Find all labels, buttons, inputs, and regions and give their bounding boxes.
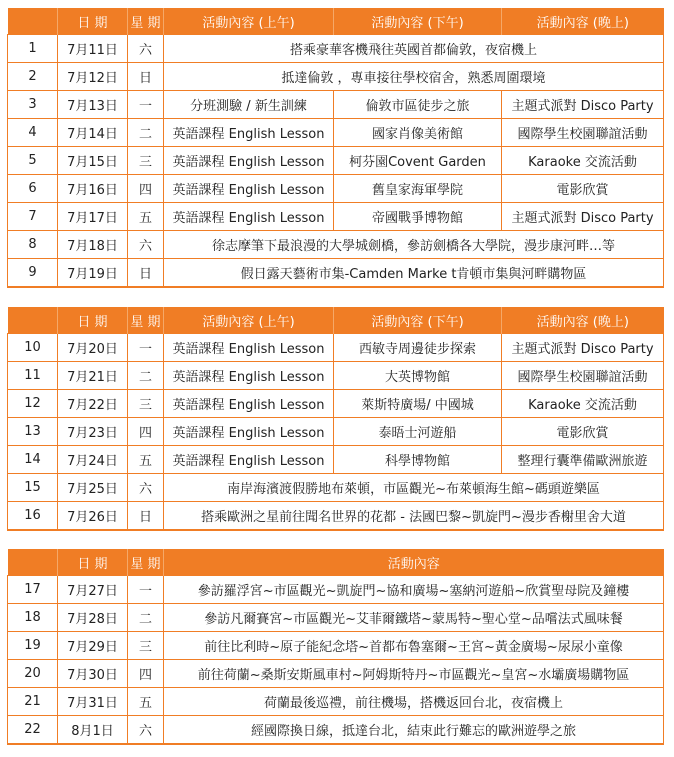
activity-morning: 英語課程 English Lesson — [164, 175, 334, 203]
weekday: 一 — [128, 576, 164, 604]
weekday: 三 — [128, 390, 164, 418]
activity-morning: 英語課程 English Lesson — [164, 119, 334, 147]
weekday: 二 — [128, 119, 164, 147]
day-number: 6 — [8, 175, 58, 203]
header-cell: 星 期 — [128, 8, 164, 35]
schedule-table-week-2 — [7, 307, 664, 531]
table-row — [8, 390, 664, 418]
header-cell: 星 期 — [128, 307, 164, 334]
date: 7月18日 — [58, 231, 128, 259]
activity-afternoon: 西敏寺周邊徒步探索 — [334, 334, 502, 362]
weekday: 四 — [128, 175, 164, 203]
day-number: 4 — [8, 119, 58, 147]
table-row — [8, 203, 664, 231]
day-number: 16 — [8, 502, 58, 531]
activity-evening: 電影欣賞 — [502, 175, 664, 203]
header-cell: 活動內容 (上午) — [164, 8, 334, 35]
header-cell — [8, 307, 58, 334]
activity-afternoon: 帝國戰爭博物館 — [334, 203, 502, 231]
header-cell: 活動內容 (晚上) — [502, 8, 664, 35]
activity-morning: 英語課程 English Lesson — [164, 203, 334, 231]
activity-full-day: 前往比利時~原子能紀念塔~首都布魯塞爾~王宮~黃金廣場~尿尿小童像 — [164, 632, 664, 660]
schedule-table-week-1 — [7, 8, 664, 288]
day-number: 10 — [8, 334, 58, 362]
weekday: 六 — [128, 474, 164, 502]
day-number: 5 — [8, 147, 58, 175]
weekday: 日 — [128, 63, 164, 91]
table-row — [8, 502, 664, 531]
date: 7月21日 — [58, 362, 128, 390]
activity-full-day: 搭乘歐洲之星前往聞名世界的花都 - 法國巴黎~凱旋門~漫步香榭里舍大道 — [164, 502, 664, 531]
day-number: 7 — [8, 203, 58, 231]
weekday: 六 — [128, 716, 164, 745]
header-cell: 日 期 — [58, 8, 128, 35]
date: 7月16日 — [58, 175, 128, 203]
activity-afternoon: 國家肖像美術館 — [334, 119, 502, 147]
activity-evening: 主題式派對 Disco Party — [502, 91, 664, 119]
day-number: 9 — [8, 259, 58, 288]
activity-full-day: 參訪凡爾賽宮~市區觀光~艾菲爾鐵塔~蒙馬特~聖心堂~品嚐法式風味餐 — [164, 604, 664, 632]
date: 7月28日 — [58, 604, 128, 632]
activity-morning: 英語課程 English Lesson — [164, 147, 334, 175]
table-row — [8, 119, 664, 147]
header-cell: 日 期 — [58, 307, 128, 334]
activity-afternoon: 科學博物館 — [334, 446, 502, 474]
date: 7月14日 — [58, 119, 128, 147]
table-row — [8, 716, 664, 745]
header-cell — [8, 8, 58, 35]
activity-full-day: 假日露天藝術市集-Camden Marke t肯頓市集與河畔購物區 — [164, 259, 664, 288]
table-row — [8, 362, 664, 390]
weekday: 一 — [128, 91, 164, 119]
date: 7月17日 — [58, 203, 128, 231]
day-number: 18 — [8, 604, 58, 632]
day-number: 3 — [8, 91, 58, 119]
date: 7月15日 — [58, 147, 128, 175]
activity-evening: 國際學生校園聯誼活動 — [502, 362, 664, 390]
activity-afternoon: 舊皇家海軍學院 — [334, 175, 502, 203]
table-row — [8, 604, 664, 632]
schedule-table-week-3 — [7, 549, 664, 745]
day-number: 20 — [8, 660, 58, 688]
table-row — [8, 175, 664, 203]
table-row — [8, 446, 664, 474]
date: 7月11日 — [58, 35, 128, 63]
weekday: 二 — [128, 604, 164, 632]
header-cell: 活動內容 (下午) — [334, 8, 502, 35]
day-number: 13 — [8, 418, 58, 446]
table-row — [8, 576, 664, 604]
table-row — [8, 147, 664, 175]
table-row — [8, 231, 664, 259]
date: 7月23日 — [58, 418, 128, 446]
day-number: 11 — [8, 362, 58, 390]
activity-afternoon: 泰晤士河遊船 — [334, 418, 502, 446]
header-cell — [8, 549, 58, 576]
weekday: 四 — [128, 418, 164, 446]
header-cell: 日 期 — [58, 549, 128, 576]
activity-evening: 整理行囊準備歐洲旅遊 — [502, 446, 664, 474]
header-cell: 活動內容 (晚上) — [502, 307, 664, 334]
day-number: 8 — [8, 231, 58, 259]
activity-afternoon: 大英博物館 — [334, 362, 502, 390]
date: 7月12日 — [58, 63, 128, 91]
table-row — [8, 35, 664, 63]
date: 7月24日 — [58, 446, 128, 474]
day-number: 12 — [8, 390, 58, 418]
weekday: 四 — [128, 660, 164, 688]
table-row — [8, 660, 664, 688]
activity-full-day: 荷蘭最後巡禮，前往機場，搭機返回台北，夜宿機上 — [164, 688, 664, 716]
weekday: 一 — [128, 334, 164, 362]
activity-evening: Karaoke 交流活動 — [502, 147, 664, 175]
date: 7月25日 — [58, 474, 128, 502]
weekday: 六 — [128, 35, 164, 63]
table-header-row — [8, 8, 664, 35]
activity-full-day: 徐志摩筆下最浪漫的大學城劍橋，參訪劍橋各大學院，漫步康河畔…等 — [164, 231, 664, 259]
day-number: 21 — [8, 688, 58, 716]
activity-afternoon: 倫敦市區徒步之旅 — [334, 91, 502, 119]
weekday: 五 — [128, 688, 164, 716]
activity-morning: 分班測驗 / 新生訓練 — [164, 91, 334, 119]
weekday: 日 — [128, 502, 164, 531]
table-row — [8, 63, 664, 91]
weekday: 六 — [128, 231, 164, 259]
activity-morning: 英語課程 English Lesson — [164, 390, 334, 418]
day-number: 14 — [8, 446, 58, 474]
date: 7月31日 — [58, 688, 128, 716]
day-number: 15 — [8, 474, 58, 502]
weekday: 三 — [128, 632, 164, 660]
header-cell: 活動內容 (下午) — [334, 307, 502, 334]
header-cell: 活動內容 — [164, 549, 664, 576]
activity-evening: 國際學生校園聯誼活動 — [502, 119, 664, 147]
date: 8月1日 — [58, 716, 128, 745]
activity-morning: 英語課程 English Lesson — [164, 418, 334, 446]
activity-full-day: 抵達倫敦 ，專車接往學校宿舍，熟悉周圍環境 — [164, 63, 664, 91]
day-number: 19 — [8, 632, 58, 660]
table-row — [8, 474, 664, 502]
activity-afternoon: 萊斯特廣場/ 中國城 — [334, 390, 502, 418]
activity-evening: Karaoke 交流活動 — [502, 390, 664, 418]
activity-afternoon: 柯芬園Covent Garden — [334, 147, 502, 175]
weekday: 五 — [128, 446, 164, 474]
activity-evening: 主題式派對 Disco Party — [502, 334, 664, 362]
date: 7月19日 — [58, 259, 128, 288]
activity-morning: 英語課程 English Lesson — [164, 334, 334, 362]
table-row — [8, 418, 664, 446]
date: 7月27日 — [58, 576, 128, 604]
activity-morning: 英語課程 English Lesson — [164, 446, 334, 474]
activity-full-day: 經國際換日線，抵達台北，結束此行難忘的歐洲遊學之旅 — [164, 716, 664, 745]
activity-full-day: 南岸海濱渡假勝地布萊頓，市區觀光~布萊頓海生館~碼頭遊樂區 — [164, 474, 664, 502]
table-row — [8, 334, 664, 362]
day-number: 17 — [8, 576, 58, 604]
date: 7月29日 — [58, 632, 128, 660]
date: 7月22日 — [58, 390, 128, 418]
weekday: 日 — [128, 259, 164, 288]
date: 7月26日 — [58, 502, 128, 531]
date: 7月20日 — [58, 334, 128, 362]
activity-evening: 電影欣賞 — [502, 418, 664, 446]
weekday: 五 — [128, 203, 164, 231]
day-number: 22 — [8, 716, 58, 745]
activity-full-day: 搭乘豪華客機飛往英國首都倫敦，夜宿機上 — [164, 35, 664, 63]
table-row — [8, 632, 664, 660]
weekday: 二 — [128, 362, 164, 390]
activity-full-day: 參訪羅浮宮~市區觀光~凱旋門~協和廣場~塞納河遊船~欣賞聖母院及鐘樓 — [164, 576, 664, 604]
activity-evening: 主題式派對 Disco Party — [502, 203, 664, 231]
table-header-row — [8, 549, 664, 576]
table-header-row — [8, 307, 664, 334]
table-row — [8, 688, 664, 716]
date: 7月30日 — [58, 660, 128, 688]
weekday: 三 — [128, 147, 164, 175]
table-row — [8, 259, 664, 288]
header-cell: 星 期 — [128, 549, 164, 576]
table-row — [8, 91, 664, 119]
header-cell: 活動內容 (上午) — [164, 307, 334, 334]
date: 7月13日 — [58, 91, 128, 119]
day-number: 2 — [8, 63, 58, 91]
activity-morning: 英語課程 English Lesson — [164, 362, 334, 390]
activity-full-day: 前往荷蘭~桑斯安斯風車村~阿姆斯特丹~市區觀光~皇宮~水壩廣場購物區 — [164, 660, 664, 688]
day-number: 1 — [8, 35, 58, 63]
